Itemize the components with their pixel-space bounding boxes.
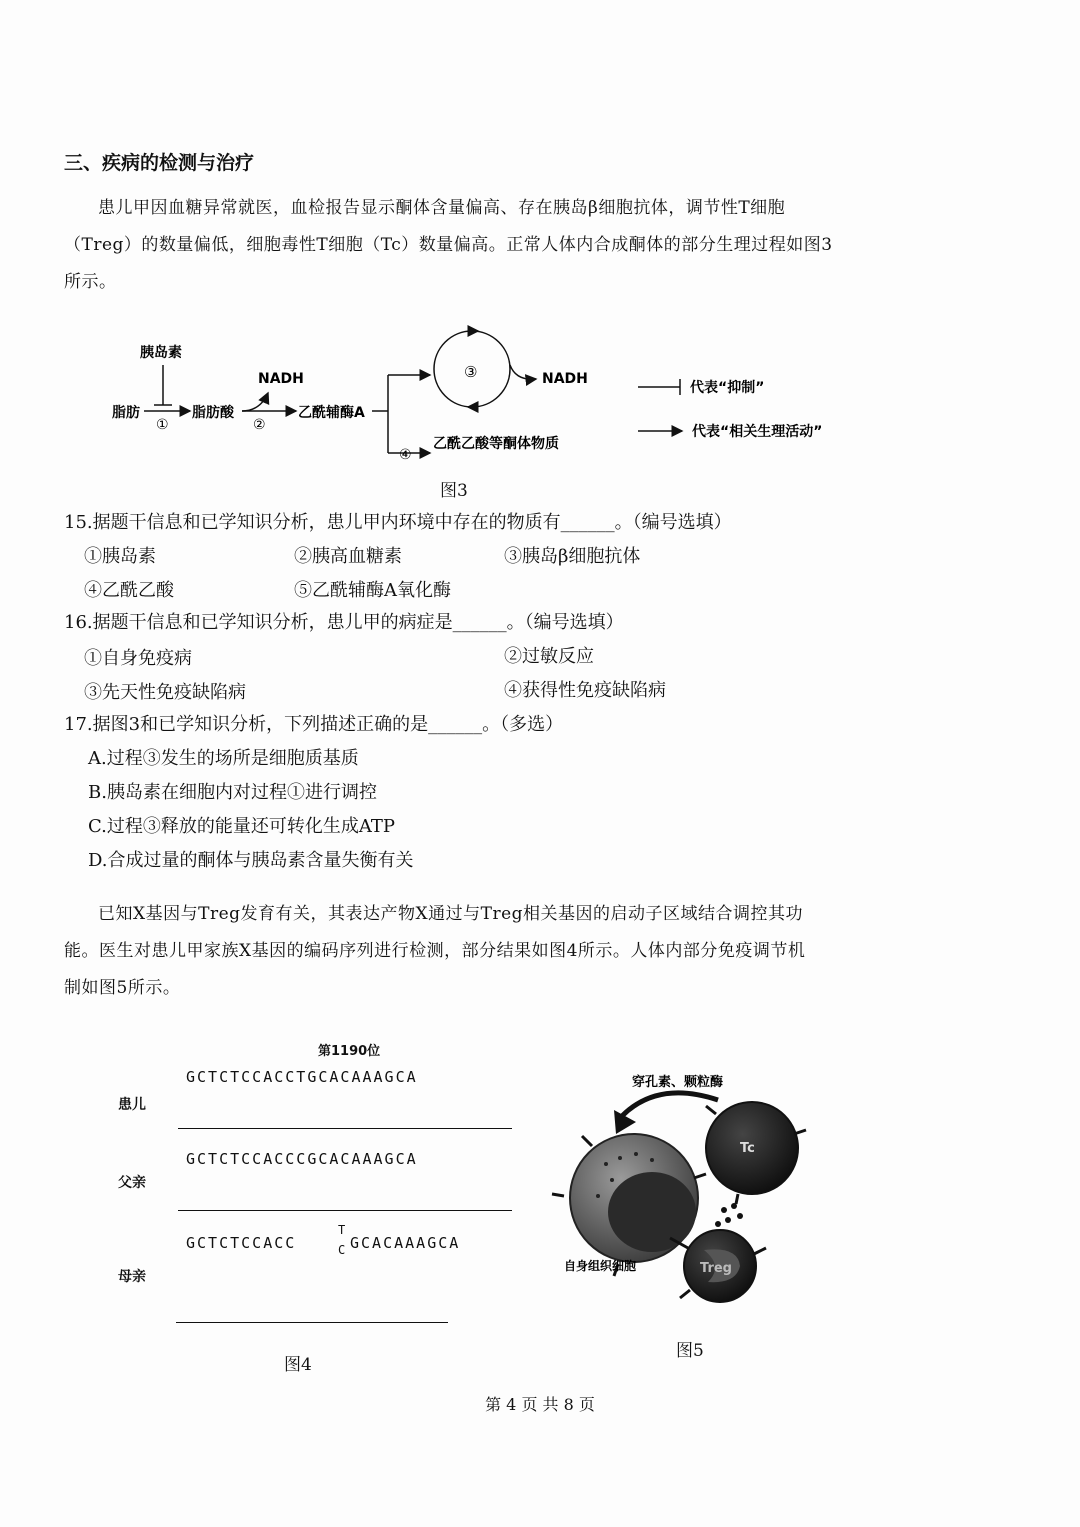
- nadh2-label: NADH: [542, 371, 588, 387]
- tc-label: Tc: [740, 1141, 755, 1156]
- step4-label: ④: [399, 447, 412, 463]
- divider-3: [176, 1322, 448, 1323]
- fatty-acid-label: 脂肪酸: [192, 405, 234, 421]
- q15-stem: 15.据题干信息和已学知识分析，患儿甲内环境中存在的物质有______。（编号选填）: [64, 512, 732, 533]
- seq-patient: GCTCTCCACCTGCACAAAGCA: [186, 1068, 418, 1086]
- row-label-father: 父亲: [118, 1175, 146, 1191]
- legend-inhibit: 代表“抑制”: [690, 380, 765, 396]
- nadh1-label: NADH: [258, 371, 304, 387]
- divider-2: [178, 1210, 512, 1211]
- q16-option-4[interactable]: ④获得性免疫缺陷病: [504, 680, 666, 701]
- step2-label: ②: [253, 417, 266, 433]
- figure5-caption: 图5: [676, 1341, 704, 1361]
- self-cell-label: 自身组织细胞: [564, 1259, 637, 1273]
- secretion-arrow: [622, 1093, 718, 1116]
- treg-label: Treg: [700, 1261, 732, 1276]
- acetyl-coa-label: 乙酰辅酶A: [298, 405, 365, 421]
- seq-mother-bottom-base: C: [338, 1243, 348, 1257]
- q16-stem: 16.据题干信息和已学知识分析，患儿甲的病症是______。（编号选填）: [64, 612, 624, 633]
- q15-option-3[interactable]: ③胰岛β细胞抗体: [504, 546, 641, 567]
- q15-option-1[interactable]: ①胰岛素: [84, 546, 156, 567]
- q17-option-c[interactable]: C.过程③释放的能量还可转化生成ATP: [88, 816, 395, 837]
- seq-mother-left: GCTCTCCACC: [186, 1234, 297, 1252]
- q17-option-a[interactable]: A.过程③发生的场所是细胞质基质: [88, 748, 359, 769]
- section-title: 三、疾病的检测与治疗: [64, 152, 255, 174]
- intro-paragraph: 患儿甲因血糖异常就医，血检报告显示酮体含量偏高、存在胰岛β细胞抗体，调节性T细胞（Treg）的数量偏低，细胞毒性T细胞（Tc）数量偏高。正常人体内合成酮体的部分生理过程如图3所示。: [64, 198, 833, 292]
- secretion-label: 穿孔素、颗粒酶: [632, 1075, 724, 1090]
- q16-option-1[interactable]: ①自身免疫病: [84, 648, 192, 669]
- q17-option-b[interactable]: B.胰岛素在细胞内对过程①进行调控: [88, 782, 377, 803]
- row-label-patient: 患儿: [118, 1097, 146, 1113]
- fat-label: 脂肪: [112, 405, 140, 421]
- q16-option-2[interactable]: ②过敏反应: [504, 646, 594, 667]
- seq-mother-right: GCACAAAGCA: [350, 1234, 461, 1252]
- q17-stem: 17.据图3和已学知识分析，下列描述正确的是______。（多选）: [64, 714, 564, 735]
- q17-option-d[interactable]: D.合成过量的酮体与胰岛素含量失衡有关: [88, 850, 414, 871]
- page-footer: 第 4 页 共 8 页: [485, 1395, 595, 1414]
- ketone-label: 乙酰乙酸等酮体物质: [433, 436, 559, 452]
- q15-option-4[interactable]: ④乙酰乙酸: [84, 580, 174, 601]
- seq-mother-top-base: T: [338, 1223, 348, 1237]
- figure3-diagram: [100, 325, 860, 475]
- tc-cell: [706, 1102, 798, 1194]
- q15-option-5[interactable]: ⑤乙酰辅酶A氧化酶: [294, 580, 451, 601]
- q16-option-3[interactable]: ③先天性免疫缺陷病: [84, 682, 246, 703]
- insulin-label: 胰岛素: [140, 345, 182, 361]
- intro2-paragraph: 已知X基因与Treg发育有关，其表达产物X通过与Treg相关基因的启动子区域结合调控其功能。医生对患儿甲家族X基因的编码序列进行检测，部分结果如图4所示。人体内部分免疫调节机制如图5所示。: [64, 904, 806, 998]
- figure5-diagram: [548, 1060, 828, 1310]
- seq-father: GCTCTCCACCCGCACAAAGCA: [186, 1150, 418, 1168]
- treg-cell: [684, 1230, 756, 1302]
- cycle-number: ③: [464, 363, 478, 381]
- divider-1: [178, 1128, 512, 1129]
- legend-process: 代表“相关生理活动”: [692, 424, 823, 440]
- figure4-caption: 图4: [284, 1355, 312, 1375]
- row-label-mother: 母亲: [118, 1269, 146, 1285]
- position-label: 第1190位: [318, 1044, 381, 1059]
- q15-option-2[interactable]: ②胰高血糖素: [294, 546, 402, 567]
- step1-label: ①: [156, 417, 169, 433]
- figure3-caption: 图3: [440, 481, 468, 501]
